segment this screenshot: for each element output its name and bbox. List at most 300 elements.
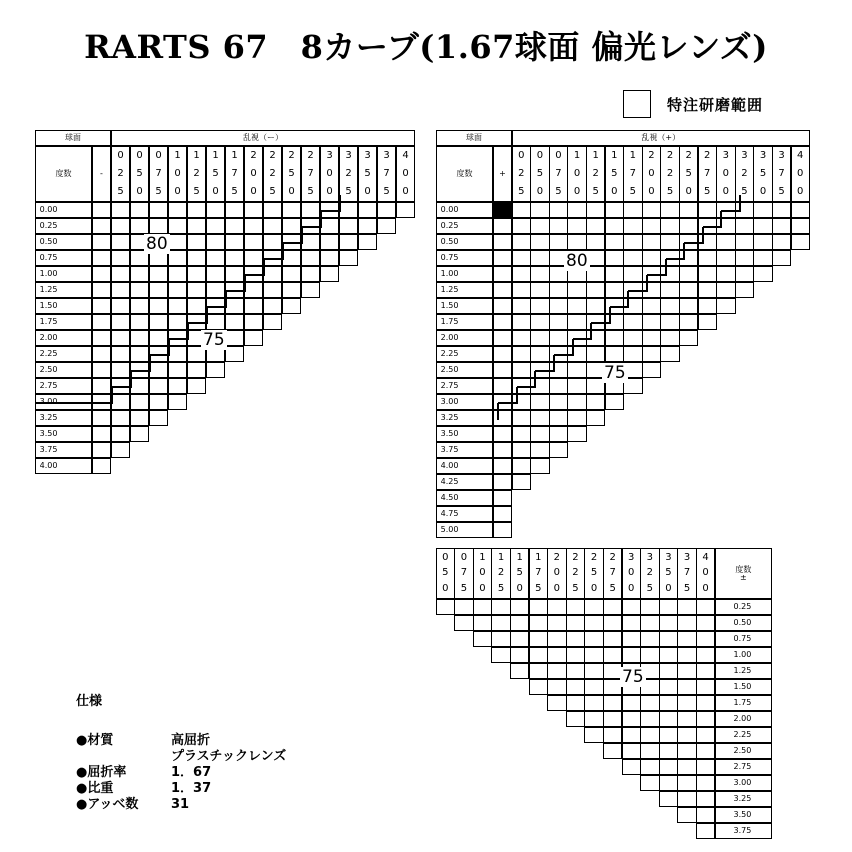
- sign-cell: [92, 410, 112, 427]
- column-header: [339, 146, 359, 203]
- spec-label: ●屈折率: [76, 765, 127, 780]
- grid-cell: [244, 330, 264, 347]
- column-header: [225, 146, 245, 203]
- column-header: [301, 146, 321, 203]
- column-digit: 3: [646, 551, 654, 563]
- grid-cell: [168, 314, 188, 331]
- grid-cell: [168, 362, 188, 379]
- grid-cell: [605, 202, 624, 219]
- legend-label: 特注研磨範囲: [667, 95, 764, 114]
- grid-cell: [586, 234, 605, 251]
- row-label: 1.00: [436, 266, 494, 283]
- grid-cell: [603, 743, 622, 760]
- grid-cell: [263, 266, 283, 283]
- specifications: [76, 690, 287, 812]
- grid-cell: [130, 314, 150, 331]
- sign-cell: [493, 362, 513, 379]
- grid-cell: [660, 202, 679, 219]
- column-digit: 3: [326, 150, 333, 162]
- grid-cell: [603, 647, 622, 664]
- grid-cell: [168, 298, 188, 315]
- column-digit: 5: [778, 185, 785, 197]
- spec-label: ●材質: [76, 733, 114, 748]
- grid-cell: [566, 599, 585, 616]
- grid-cell: [679, 218, 698, 235]
- grid-cell: [206, 250, 226, 267]
- column-header: [623, 146, 642, 203]
- sphere-header: 球面: [436, 130, 513, 147]
- column-digit: 2: [553, 551, 561, 563]
- column-digit: 2: [646, 567, 654, 579]
- grid-cell: [530, 266, 549, 283]
- sign-cell: [92, 458, 112, 475]
- grid-cell: [530, 346, 549, 363]
- grid-cell: [130, 394, 150, 411]
- row-label: 4.00: [436, 458, 494, 475]
- grid-cell: [698, 282, 717, 299]
- column-digit: 1: [497, 551, 505, 563]
- grid-cell: [301, 202, 321, 219]
- boundary-segment: [207, 306, 227, 308]
- grid-cell: [377, 202, 397, 219]
- grid-cell: [566, 647, 585, 664]
- grid-cell: [696, 679, 715, 696]
- row-label: 0.00: [35, 202, 93, 219]
- grid-cell: [566, 663, 585, 680]
- column-header: [586, 146, 605, 203]
- column-digit: 0: [536, 185, 544, 197]
- minus-region-label-75: 75: [203, 330, 225, 350]
- sign-cell: [493, 522, 513, 539]
- grid-cell: [111, 442, 131, 459]
- column-digit: 0: [685, 185, 692, 197]
- column-digit: 5: [535, 583, 542, 595]
- column-header: [473, 548, 492, 600]
- grid-cell: [605, 394, 624, 411]
- column-digit: 0: [759, 185, 767, 197]
- spec-value: 31: [171, 797, 190, 812]
- boundary-segment: [131, 370, 151, 372]
- column-digit: 0: [722, 185, 730, 197]
- grid-cell: [491, 631, 510, 648]
- grid-cell: [529, 679, 548, 696]
- grid-cell: [168, 266, 188, 283]
- column-digit: 0: [516, 583, 523, 595]
- boundary-segment: [226, 290, 246, 292]
- grid-cell: [640, 615, 659, 632]
- grid-cell: [567, 426, 586, 443]
- column-header: [772, 146, 791, 203]
- grid-cell: [547, 695, 566, 712]
- grid-cell: [677, 791, 696, 808]
- column-header: [659, 548, 678, 600]
- grid-cell: [698, 202, 717, 219]
- grid-cell: [168, 394, 188, 411]
- grid-cell: [547, 647, 566, 664]
- column-digit: 5: [364, 168, 371, 179]
- grid-cell: [168, 202, 188, 219]
- column-header: [244, 146, 264, 203]
- grid-cell: [753, 234, 772, 251]
- grid-cell: [168, 218, 188, 235]
- row-label: 1.50: [715, 679, 773, 696]
- column-digit: 1: [479, 551, 486, 563]
- sign-cell: [92, 218, 112, 235]
- grid-cell: [622, 759, 641, 776]
- grid-cell: [640, 647, 659, 664]
- plus-region-label-75: 75: [604, 363, 626, 383]
- grid-cell: [547, 679, 566, 696]
- column-digit: 2: [590, 551, 598, 563]
- column-digit: 5: [646, 583, 654, 595]
- grid-cell: [512, 202, 531, 219]
- grid-cell: [696, 807, 715, 824]
- column-digit: 0: [628, 583, 635, 595]
- column-digit: 5: [231, 185, 238, 197]
- row-label: 2.25: [715, 727, 773, 744]
- sign-cell: [493, 298, 513, 315]
- column-digit: 5: [741, 185, 748, 197]
- column-digit: 0: [553, 583, 561, 595]
- grid-cell: [225, 266, 245, 283]
- column-digit: 5: [516, 567, 523, 579]
- grid-cell: [623, 218, 642, 235]
- column-digit: 0: [573, 185, 581, 197]
- row-label: 3.25: [715, 791, 773, 808]
- column-digit: 7: [383, 168, 390, 179]
- grid-cell: [530, 234, 549, 251]
- column-header: [698, 146, 717, 203]
- grid-cell: [130, 218, 150, 235]
- column-digit: 0: [136, 185, 143, 197]
- grid-cell: [512, 250, 531, 267]
- column-header: [735, 146, 754, 203]
- grid-cell: [168, 346, 188, 363]
- column-digit: 5: [629, 185, 637, 197]
- grid-cell: [679, 314, 698, 331]
- sign-cell: [92, 362, 112, 379]
- column-digit: 0: [797, 185, 804, 197]
- grid-cell: [696, 743, 715, 760]
- row-label: 2.25: [35, 346, 93, 363]
- sign-cell: [92, 202, 112, 219]
- grid-cell: [549, 202, 568, 219]
- grid-cell: [149, 362, 169, 379]
- grid-cell: [659, 775, 678, 792]
- grid-cell: [168, 282, 188, 299]
- grid-cell: [149, 218, 169, 235]
- column-digit: 0: [611, 185, 618, 197]
- column-digit: 2: [666, 168, 674, 179]
- sign-cell: [92, 330, 112, 347]
- grid-cell: [206, 218, 226, 235]
- column-digit: 2: [704, 150, 711, 162]
- grid-cell: [549, 442, 568, 459]
- grid-cell: [111, 362, 131, 379]
- sign-cell: [92, 346, 112, 363]
- grid-cell: [512, 330, 531, 347]
- grid-cell: [130, 298, 150, 315]
- grid-cell: [623, 234, 642, 251]
- grid-cell: [586, 282, 605, 299]
- column-digit: 2: [592, 168, 599, 179]
- row-label: 0.25: [436, 218, 494, 235]
- grid-cell: [206, 282, 226, 299]
- column-digit: 7: [535, 567, 542, 579]
- boundary-segment: [647, 274, 667, 276]
- spec-value: 高屈折: [171, 733, 211, 748]
- column-digit: 0: [573, 168, 581, 179]
- spec-label: ●アッベ数: [76, 797, 139, 812]
- grid-cell: [149, 330, 169, 347]
- spec-row: [76, 793, 286, 812]
- row-label: 0.50: [715, 615, 773, 632]
- grid-cell: [244, 250, 264, 267]
- sign-cell: [493, 234, 513, 251]
- grid-cell: [168, 234, 188, 251]
- grid-cell: [530, 410, 549, 427]
- column-digit: 0: [250, 185, 257, 197]
- grid-cell: [187, 250, 207, 267]
- grid-cell: [530, 298, 549, 315]
- sign-cell: [493, 458, 513, 475]
- column-digit: 2: [572, 567, 579, 579]
- grid-cell: [111, 202, 131, 219]
- grid-cell: [659, 711, 678, 728]
- grid-cell: [623, 330, 642, 347]
- grid-cell: [642, 314, 661, 331]
- grid-cell: [547, 615, 566, 632]
- grid-cell: [696, 759, 715, 776]
- column-digit: 0: [117, 150, 124, 162]
- grid-cell: [206, 314, 226, 331]
- column-digit: 5: [683, 583, 691, 595]
- column-digit: 0: [479, 567, 486, 579]
- boundary-segment: [703, 226, 723, 228]
- row-label: 2.50: [436, 362, 494, 379]
- grid-cell: [623, 250, 642, 267]
- grid-cell: [549, 314, 568, 331]
- column-header: [454, 548, 473, 600]
- column-digit: 2: [269, 168, 276, 179]
- column-digit: 5: [212, 168, 219, 179]
- grid-cell: [491, 615, 510, 632]
- column-digit: 0: [702, 567, 709, 579]
- grid-cell: [130, 266, 150, 283]
- grid-cell: [225, 250, 245, 267]
- grid-cell: [642, 362, 661, 379]
- sign-cell: [92, 282, 112, 299]
- grid-cell: [603, 599, 622, 616]
- sign-cell: [92, 314, 112, 331]
- boundary-segment: [684, 242, 704, 244]
- column-digit: 1: [629, 150, 637, 162]
- column-header: [206, 146, 226, 203]
- grid-cell: [677, 775, 696, 792]
- column-digit: 0: [442, 583, 449, 595]
- grid-cell: [677, 631, 696, 648]
- column-digit: 7: [307, 168, 314, 179]
- column-digit: 0: [402, 168, 409, 179]
- column-digit: 4: [797, 150, 804, 162]
- column-digit: 0: [797, 168, 804, 179]
- column-digit: 1: [212, 150, 219, 162]
- grid-cell: [377, 218, 397, 235]
- column-digit: 5: [383, 185, 390, 197]
- grid-cell: [586, 346, 605, 363]
- grid-cell: [698, 298, 717, 315]
- grid-cell: [244, 314, 264, 331]
- boundary-segment: [321, 210, 341, 212]
- grid-cell: [603, 711, 622, 728]
- power-header: 度数: [35, 146, 93, 203]
- minus-region-label-80: 80: [146, 234, 168, 254]
- grid-cell: [659, 791, 678, 808]
- column-header: [603, 548, 622, 600]
- column-digit: 0: [250, 168, 257, 179]
- row-label: 2.50: [715, 743, 773, 760]
- grid-cell: [642, 330, 661, 347]
- grid-cell: [187, 202, 207, 219]
- column-digit: 5: [685, 168, 692, 179]
- column-digit: 5: [665, 567, 672, 579]
- grid-cell: [130, 378, 150, 395]
- column-header: [111, 146, 131, 203]
- column-header: [679, 146, 698, 203]
- grid-cell: [282, 202, 302, 219]
- grid-cell: [130, 426, 150, 443]
- boundary-segment: [517, 386, 537, 388]
- sign-cell: [493, 378, 513, 395]
- column-digit: 2: [609, 551, 616, 563]
- grid-cell: [677, 615, 696, 632]
- column-digit: 5: [288, 168, 295, 179]
- grid-cell: [225, 218, 245, 235]
- grid-cell: [187, 298, 207, 315]
- grid-cell: [679, 282, 698, 299]
- grid-cell: [512, 282, 531, 299]
- grid-cell: [642, 250, 661, 267]
- grid-cell: [716, 282, 735, 299]
- boundary-segment: [150, 354, 170, 356]
- grid-cell: [301, 282, 321, 299]
- grid-cell: [454, 615, 473, 632]
- grid-cell: [622, 599, 641, 616]
- column-digit: 2: [648, 150, 655, 162]
- column-header: [149, 146, 169, 203]
- pm-region-label-75: 75: [622, 667, 644, 687]
- sign-cell: [493, 266, 513, 283]
- row-label: 1.00: [715, 647, 773, 664]
- column-digit: 3: [364, 150, 371, 162]
- grid-cell: [130, 410, 150, 427]
- grid-cell: [225, 330, 245, 347]
- grid-cell: [168, 378, 188, 395]
- grid-cell: [753, 250, 772, 267]
- grid-cell: [339, 250, 359, 267]
- row-label: 3.50: [715, 807, 773, 824]
- grid-cell: [622, 647, 641, 664]
- sphere-header: 球面: [35, 130, 112, 147]
- grid-cell: [677, 727, 696, 744]
- boundary-segment: [573, 338, 593, 340]
- column-digit: 5: [704, 185, 711, 197]
- grid-cell: [225, 234, 245, 251]
- grid-cell: [530, 426, 549, 443]
- grid-cell: [677, 663, 696, 680]
- column-digit: 0: [648, 185, 655, 197]
- column-digit: 3: [383, 150, 390, 162]
- column-digit: 5: [460, 583, 468, 595]
- column-digit: 0: [648, 168, 655, 179]
- grid-cell: [111, 410, 131, 427]
- boundary-segment: [169, 338, 189, 340]
- grid-cell: [301, 266, 321, 283]
- grid-cell: [566, 631, 585, 648]
- column-digit: 1: [573, 150, 581, 162]
- column-digit: 5: [555, 185, 562, 197]
- column-header: [696, 548, 715, 600]
- grid-cell: [301, 234, 321, 251]
- grid-cell: [512, 442, 531, 459]
- boundary-segment: [302, 226, 322, 228]
- grid-cell: [622, 727, 641, 744]
- grid-cell: [187, 266, 207, 283]
- grid-cell: [225, 314, 245, 331]
- column-header: [377, 146, 397, 203]
- grid-cell: [512, 458, 531, 475]
- column-digit: 3: [722, 150, 730, 162]
- grid-cell: [659, 599, 678, 616]
- grid-cell: [716, 266, 735, 283]
- legend: [623, 90, 763, 118]
- column-digit: 7: [629, 168, 637, 179]
- grid-cell: [244, 218, 264, 235]
- column-digit: 0: [628, 567, 635, 579]
- sign-cell: [493, 490, 513, 507]
- column-digit: 1: [611, 150, 618, 162]
- grid-cell: [530, 282, 549, 299]
- grid-cell: [320, 266, 340, 283]
- column-digit: 5: [609, 583, 616, 595]
- grid-cell: [716, 298, 735, 315]
- grid-cell: [584, 631, 603, 648]
- grid-cell: [510, 663, 529, 680]
- grid-cell: [530, 218, 549, 235]
- grid-cell: [263, 218, 283, 235]
- column-digit: 2: [117, 168, 124, 179]
- grid-cell: [111, 330, 131, 347]
- column-digit: 2: [288, 150, 295, 162]
- grid-cell: [584, 727, 603, 744]
- grid-cell: [282, 282, 302, 299]
- grid-cell: [622, 615, 641, 632]
- column-digit: 3: [778, 150, 785, 162]
- grid-cell: [512, 234, 531, 251]
- grid-cell: [642, 218, 661, 235]
- column-header: [130, 146, 150, 203]
- row-label: 3.75: [436, 442, 494, 459]
- column-header: [622, 548, 641, 600]
- column-digit: 0: [479, 583, 486, 595]
- grid-cell: [187, 362, 207, 379]
- grid-cell: [696, 775, 715, 792]
- sign-cell: [92, 250, 112, 267]
- row-label: 1.25: [715, 663, 773, 680]
- column-digit: 0: [402, 185, 409, 197]
- sign-cell: [493, 250, 513, 267]
- grid-cell: [566, 711, 585, 728]
